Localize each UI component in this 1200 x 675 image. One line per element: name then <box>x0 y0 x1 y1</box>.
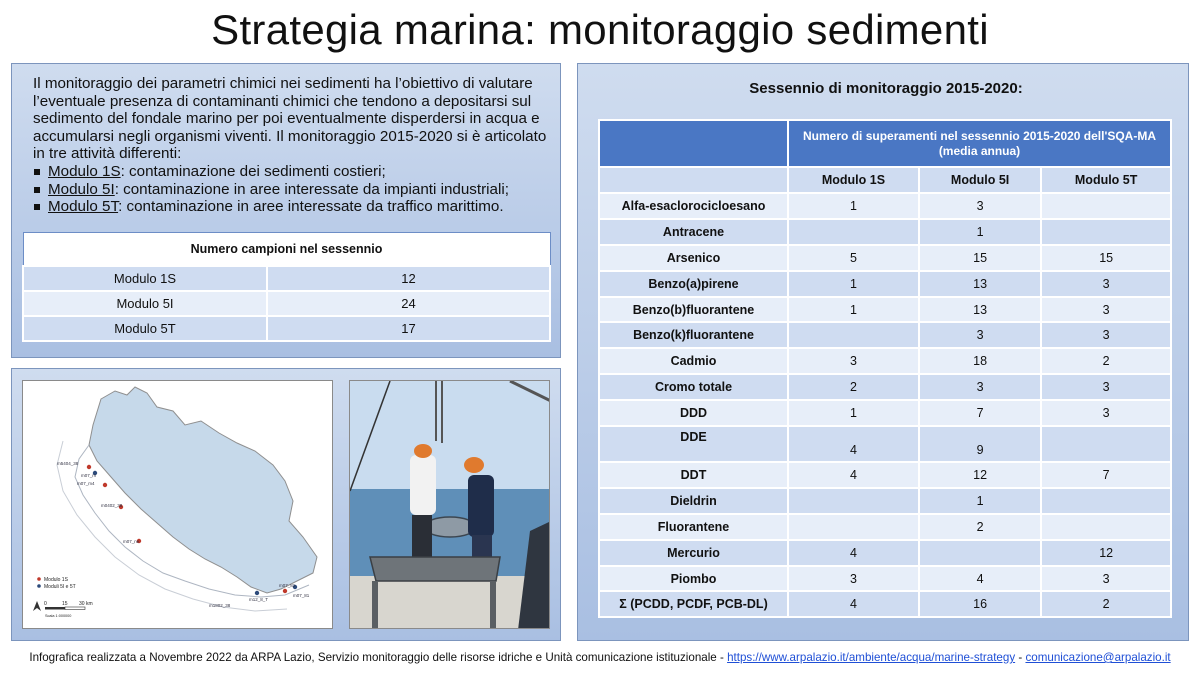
table-row <box>599 297 1171 323</box>
scale-label: 30 km <box>79 601 93 607</box>
exceedance-value <box>919 540 1041 566</box>
exceedance-value: 3 <box>1041 322 1171 348</box>
legend-marker <box>37 584 41 588</box>
exceedance-value <box>1041 193 1171 219</box>
session-title: Sessennio di monitoraggio 2015-2020: <box>749 80 1023 97</box>
exceedance-value: 4 <box>788 426 919 462</box>
intro-text <box>33 75 555 216</box>
exceedance-value <box>1041 488 1171 514</box>
column-header-5t: Modulo 5T <box>1041 167 1171 193</box>
station-marker[interactable] <box>87 465 91 469</box>
table-row <box>23 316 550 341</box>
exceedance-value: 9 <box>919 426 1041 462</box>
exceedance-value <box>788 514 919 540</box>
table-main-header: Numero di superamenti nel sessennio 2015-2020 dell'SQA-MA (media annua) <box>788 120 1171 167</box>
exceedance-value: 4 <box>788 540 919 566</box>
legend-label: Moduli 5I e 5T <box>44 584 76 590</box>
exceedance-value: 4 <box>788 591 919 617</box>
exceedance-value: 1 <box>788 297 919 323</box>
header-blank-cell <box>599 120 788 167</box>
scale-bar <box>45 607 65 610</box>
legend-label: Modulo 1S <box>44 577 68 583</box>
table-row <box>599 400 1171 426</box>
parameter-name: Benzo(k)fluorantene <box>599 322 788 348</box>
sample-value: 17 <box>267 316 550 341</box>
scale-label: 15 <box>62 601 68 607</box>
photo-helmet <box>464 457 484 473</box>
station-label: m07_ne <box>123 539 140 544</box>
exceedance-value: 13 <box>919 271 1041 297</box>
lazio-map-svg <box>23 381 334 630</box>
exceedance-value <box>788 219 919 245</box>
table-row <box>599 374 1171 400</box>
exceedance-value: 13 <box>919 297 1041 323</box>
parameter-name: DDT <box>599 462 788 488</box>
map-scale <box>33 601 93 618</box>
exceedance-value: 3 <box>1041 297 1171 323</box>
exceedance-value: 12 <box>1041 540 1171 566</box>
exceedance-value: 2 <box>919 514 1041 540</box>
table-row <box>599 271 1171 297</box>
samples-header: Numero campioni nel sessennio <box>23 233 550 266</box>
station-label: m07_81 <box>293 593 310 598</box>
module-link-5i[interactable]: Modulo 5I <box>48 180 115 198</box>
exceedance-value: 7 <box>1041 462 1171 488</box>
parameter-name: Alfa-esaclorocicloesano <box>599 193 788 219</box>
station-marker[interactable] <box>103 483 107 487</box>
sampling-photo <box>349 380 550 629</box>
module-desc: : contaminazione in aree interessate da traffico marittimo. <box>118 198 504 216</box>
table-header-row <box>599 120 1171 167</box>
module-desc: : contaminazione in aree interessate da impianti industriali; <box>114 180 509 198</box>
exceedance-value <box>1041 426 1171 462</box>
parameter-name: DDE <box>599 426 788 462</box>
sample-label: Modulo 5I <box>23 291 267 316</box>
exceedance-value: 18 <box>919 348 1041 374</box>
station-label: m5404_38 <box>57 461 79 466</box>
photo-sieve-table <box>370 557 500 581</box>
sample-value: 24 <box>267 291 550 316</box>
exceedance-value: 15 <box>919 245 1041 271</box>
table-row <box>599 322 1171 348</box>
table-row <box>23 291 550 316</box>
station-label: m07_m4 <box>77 481 95 486</box>
exceedance-value: 2 <box>1041 591 1171 617</box>
exceedance-value: 1 <box>788 400 919 426</box>
exceedance-value: 4 <box>919 566 1041 592</box>
legend-marker <box>37 577 41 581</box>
sample-label: Modulo 1S <box>23 266 267 291</box>
parameter-name: Antracene <box>599 219 788 245</box>
map-legend <box>37 577 75 590</box>
footer-separator: - <box>1018 651 1023 664</box>
exceedance-value: 12 <box>919 462 1041 488</box>
exceedance-value <box>1041 219 1171 245</box>
parameter-name: Dieldrin <box>599 488 788 514</box>
intro-paragraph: Il monitoraggio dei parametri chimici nei sedimenti ha l’obiettivo di valutare l’eventuale presenza di contaminanti chimici che tendono a depositarsi sul sedimento del fondale marino per poi eventualmente disperdersi in acqua e accumularsi negli organismi viventi. Il monitoraggio 2015-2020 si è articolato in tre attività differenti: <box>33 75 547 163</box>
footer-email-link[interactable]: comunicazione@arpalazio.it <box>1025 651 1171 664</box>
sample-value: 12 <box>267 266 550 291</box>
module-item <box>33 163 555 181</box>
subheader-blank-cell <box>599 167 788 193</box>
exceedance-value: 3 <box>1041 271 1171 297</box>
sample-label: Modulo 5T <box>23 316 267 341</box>
parameter-name: Cadmio <box>599 348 788 374</box>
table-row <box>599 219 1171 245</box>
parameter-name: Mercurio <box>599 540 788 566</box>
module-item <box>33 181 555 199</box>
table-row <box>599 348 1171 374</box>
parameter-name: DDD <box>599 400 788 426</box>
exceedance-value <box>788 322 919 348</box>
exceedance-value: 2 <box>1041 348 1171 374</box>
photo-table-leg <box>490 581 496 629</box>
table-row <box>599 245 1171 271</box>
parameter-name: Cromo totale <box>599 374 788 400</box>
scale-bar <box>65 607 85 610</box>
exceedance-value: 3 <box>788 348 919 374</box>
samples-table <box>22 232 551 342</box>
parameter-name: Benzo(b)fluorantene <box>599 297 788 323</box>
station-label: m12_8_T <box>249 597 269 602</box>
column-header-1s: Modulo 1S <box>788 167 919 193</box>
station-map <box>22 380 333 629</box>
exceedance-value: 3 <box>1041 400 1171 426</box>
exceedance-value: 3 <box>919 322 1041 348</box>
module-link-1s[interactable]: Modulo 1S <box>48 162 121 180</box>
exceedance-table <box>598 119 1172 618</box>
photo-person-right <box>468 475 494 537</box>
photo-helmet <box>414 444 432 458</box>
station-label: m07_81 <box>279 583 296 588</box>
footer <box>0 651 1200 664</box>
table-row <box>599 488 1171 514</box>
parameter-name: Arsenico <box>599 245 788 271</box>
table-body <box>599 193 1171 617</box>
exceedance-value <box>1041 514 1171 540</box>
exceedance-value: 1 <box>919 219 1041 245</box>
station-label: m1802_38 <box>209 603 231 608</box>
photo-person-left-legs <box>412 515 432 561</box>
table-row <box>599 462 1171 488</box>
station-marker[interactable] <box>283 589 287 593</box>
exceedance-value: 4 <box>788 462 919 488</box>
table-row <box>23 266 550 291</box>
scale-label: 0 <box>44 601 47 607</box>
exceedance-value: 1 <box>919 488 1041 514</box>
exceedance-value: 5 <box>788 245 919 271</box>
table-row <box>599 540 1171 566</box>
table-row <box>599 193 1171 219</box>
exceedance-value: 3 <box>788 566 919 592</box>
table-row <box>599 514 1171 540</box>
module-link-5t[interactable]: Modulo 5T <box>48 198 119 216</box>
exceedance-value: 2 <box>788 374 919 400</box>
module-desc: : contaminazione dei sedimenti costieri; <box>120 162 386 180</box>
exceedance-value: 3 <box>919 374 1041 400</box>
table-row <box>599 426 1171 462</box>
exceedance-value: 3 <box>919 193 1041 219</box>
photo-table-leg <box>372 581 378 629</box>
parameter-name: Piombo <box>599 566 788 592</box>
station-marker[interactable] <box>255 591 259 595</box>
page-title: Strategia marina: monitoraggio sedimenti <box>211 6 989 53</box>
parameter-name: Fluorantene <box>599 514 788 540</box>
column-header-5i: Modulo 5I <box>919 167 1041 193</box>
table-row <box>599 591 1171 617</box>
exceedance-value: 3 <box>1041 566 1171 592</box>
table-row <box>599 566 1171 592</box>
exceedance-value: 16 <box>919 591 1041 617</box>
station-label: m0402_38 <box>101 503 123 508</box>
north-arrow-icon <box>33 601 41 611</box>
table-subheader-row <box>599 167 1171 193</box>
scale-note: Scala 1:000000 <box>45 614 72 618</box>
exceedance-value: 15 <box>1041 245 1171 271</box>
photo-illustration <box>350 381 550 629</box>
module-list <box>33 163 555 216</box>
footer-text: Infografica realizzata a Novembre 2022 da ARPA Lazio, Servizio monitoraggio delle risorse idriche e Unità comunicazione istituzionale - <box>29 651 724 664</box>
exceedance-value <box>788 488 919 514</box>
photo-person-left <box>410 455 436 515</box>
module-item <box>33 198 555 216</box>
station-label: m07_m <box>81 473 97 478</box>
photo-sky <box>350 381 550 491</box>
footer-link[interactable]: https://www.arpalazio.it/ambiente/acqua/marine-strategy <box>727 651 1016 664</box>
exceedance-value: 1 <box>788 271 919 297</box>
exceedance-value: 1 <box>788 193 919 219</box>
region-shape <box>89 387 317 593</box>
exceedance-value: 7 <box>919 400 1041 426</box>
parameter-name: Benzo(a)pirene <box>599 271 788 297</box>
parameter-name: Σ (PCDD, PCDF, PCB-DL) <box>599 591 788 617</box>
exceedance-value: 3 <box>1041 374 1171 400</box>
